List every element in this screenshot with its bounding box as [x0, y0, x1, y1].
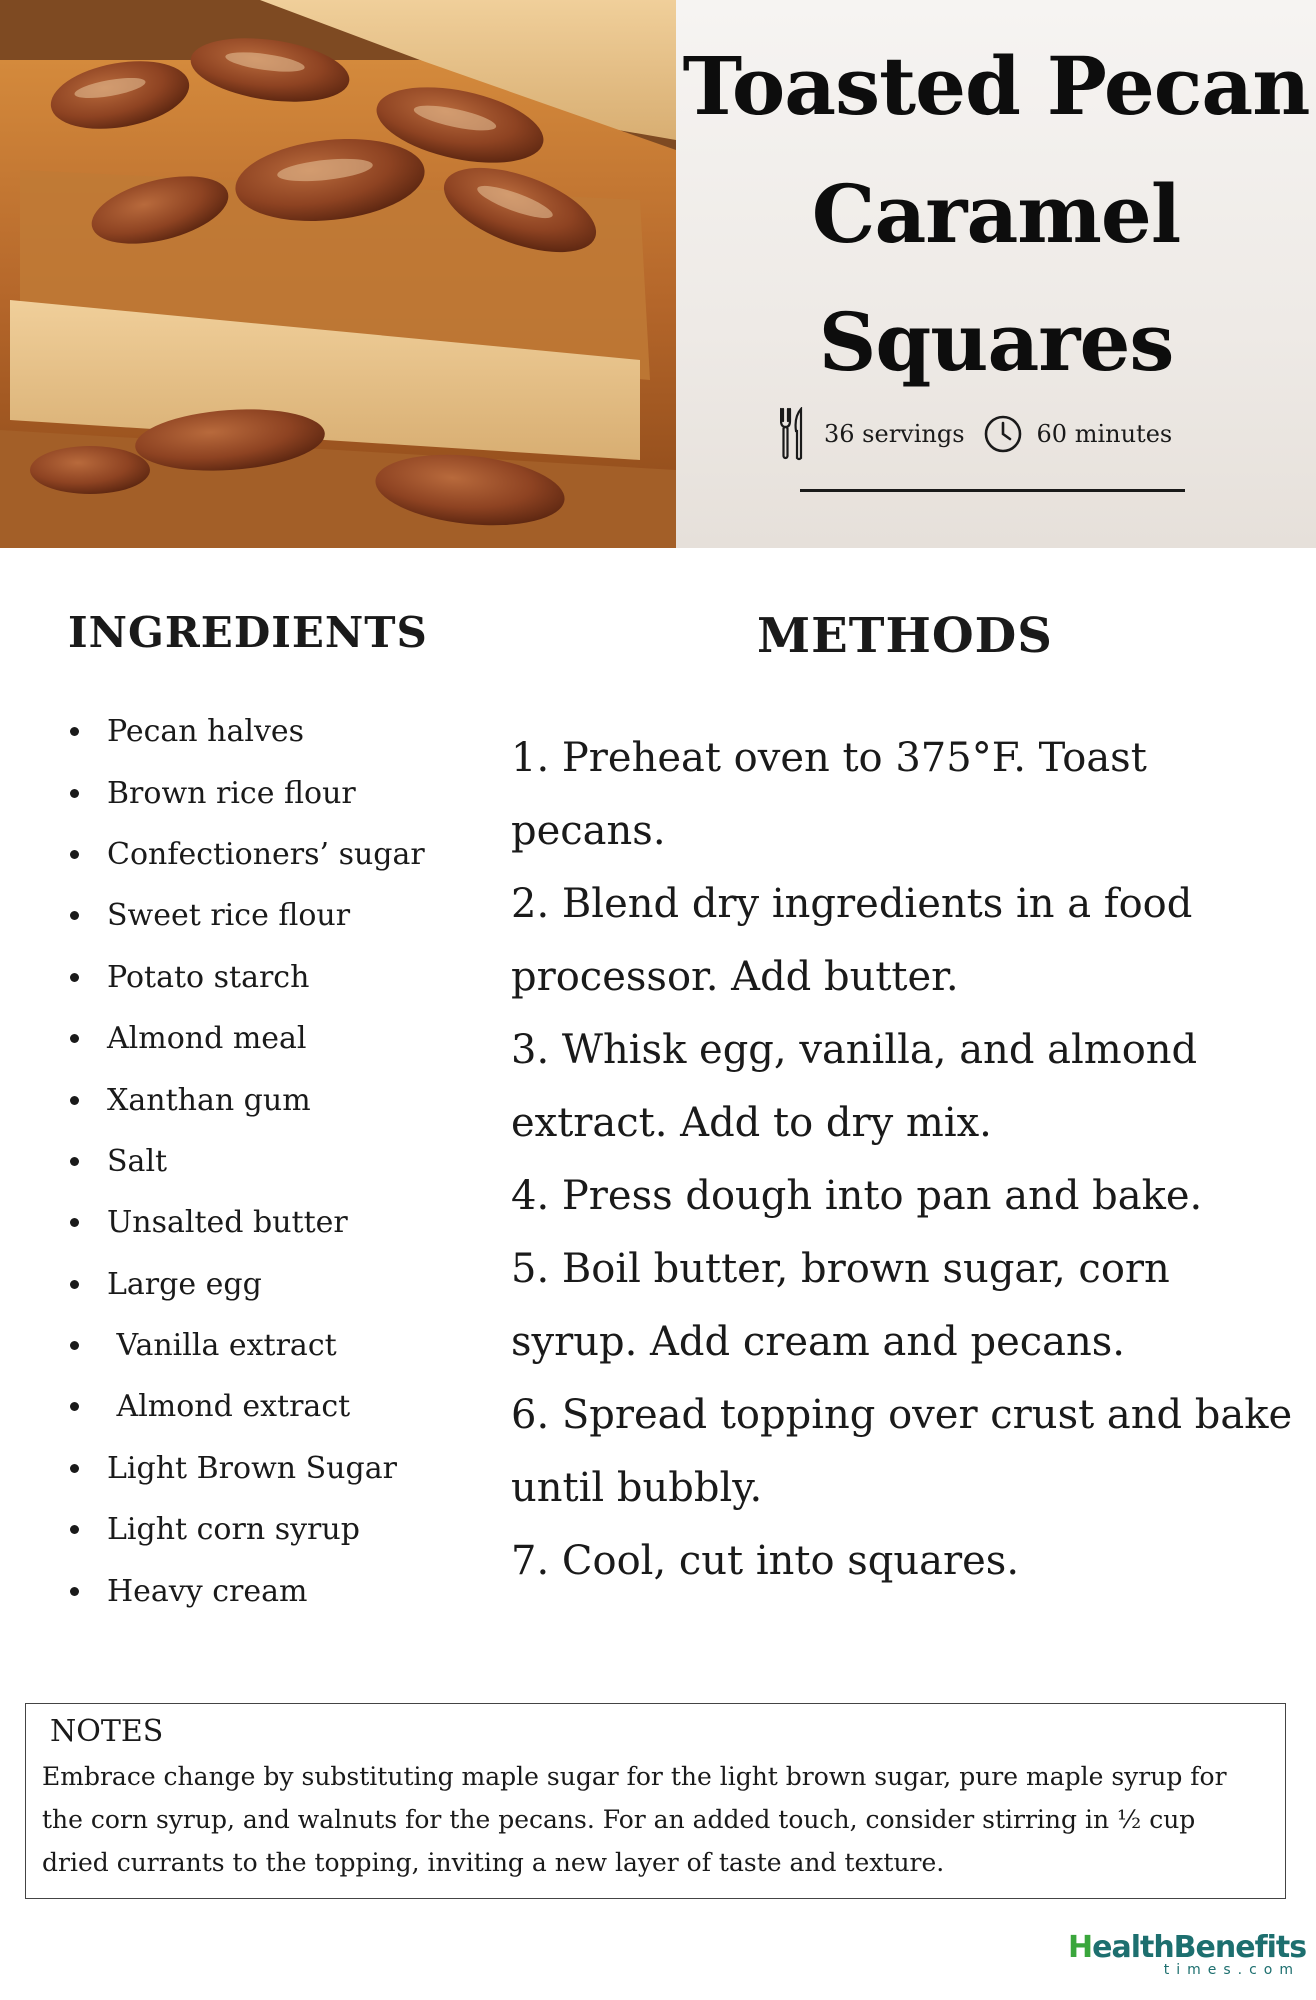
list-item — [68, 1192, 425, 1253]
ingredient-label: Unsalted butter — [107, 1205, 348, 1241]
ingredient-label: Large egg — [107, 1266, 262, 1302]
recipe-title-line-2: Caramel — [811, 167, 1181, 261]
list-item — [68, 1008, 425, 1069]
bullet — [70, 850, 79, 859]
fork-knife-icon — [780, 407, 806, 461]
ingredients-heading: INGREDIENTS — [68, 608, 428, 657]
methods-list — [511, 722, 1311, 1598]
list-item — [68, 885, 425, 946]
brand-logo[interactable] — [1068, 1930, 1307, 1992]
ingredient-label: Confectioners’ sugar — [107, 836, 425, 872]
ingredient-label: Brown rice flour — [107, 775, 356, 811]
list-item — [68, 1254, 425, 1315]
notes-heading: NOTES — [50, 1714, 164, 1749]
list-item — [68, 1315, 425, 1376]
methods-heading: METHODS — [757, 608, 1053, 664]
bullet — [70, 1157, 79, 1166]
method-line: 5. Boil butter, brown sugar, corn — [511, 1246, 1170, 1292]
method-line: 7. Cool, cut into squares. — [511, 1538, 1020, 1584]
method-line: processor. Add butter. — [511, 954, 959, 1000]
title-divider — [800, 489, 1185, 492]
ingredient-label: Light Brown Sugar — [107, 1450, 397, 1486]
list-item — [68, 1560, 425, 1621]
method-line: 3. Whisk egg, vanilla, and almond — [511, 1027, 1198, 1073]
list-item — [68, 762, 425, 823]
ingredient-label: Vanilla extract — [107, 1328, 337, 1364]
bullet — [70, 1096, 79, 1105]
time-text: 60 minutes — [1036, 420, 1173, 448]
recipe-title-line-1: Toasted Pecan — [682, 39, 1310, 133]
bullet — [70, 1218, 79, 1227]
bullet — [70, 789, 79, 798]
bullet — [70, 727, 79, 736]
bullet — [70, 1525, 79, 1534]
notes-box — [25, 1703, 1286, 1899]
method-line: syrup. Add cream and pecans. — [511, 1319, 1126, 1365]
servings-text: 36 servings — [824, 420, 965, 448]
bullet — [70, 911, 79, 920]
logo-subtext: times.com — [1163, 1962, 1300, 1978]
ingredient-label: Potato starch — [107, 959, 310, 995]
ingredient-label: Sweet rice flour — [107, 898, 351, 934]
ingredient-label: Salt — [107, 1143, 168, 1179]
notes-body: Embrace change by substituting maple sugar for the light brown sugar, pure maple syrup for the corn syrup, and walnuts for the pecans. For an added touch, consider stirring in ½ cup dried currants to the topping, inviting a new layer of taste and texture. — [42, 1762, 1227, 1877]
logo-initial: H — [1068, 1930, 1093, 1965]
method-line: extract. Add to dry mix. — [511, 1100, 992, 1146]
hero-photo — [0, 0, 676, 548]
bullet — [70, 1341, 79, 1350]
bullet — [70, 1587, 79, 1596]
recipe-title — [676, 22, 1316, 406]
ingredient-label: Xanthan gum — [107, 1082, 311, 1118]
recipe-meta — [780, 406, 1172, 462]
list-item — [68, 1376, 425, 1437]
method-line: until bubbly. — [511, 1465, 763, 1511]
ingredient-label: Almond extract — [107, 1389, 351, 1425]
bullet — [70, 973, 79, 982]
list-item — [68, 1069, 425, 1130]
logo-word-rest: ealthBenefits — [1092, 1930, 1307, 1965]
ingredients-list — [68, 701, 425, 1622]
list-item — [68, 947, 425, 1008]
method-line: 1. Preheat oven to 375°F. Toast pecans. — [511, 735, 1147, 854]
clock-icon — [983, 414, 1023, 454]
bullet — [70, 1464, 79, 1473]
method-line: 6. Spread topping over crust and bake — [511, 1392, 1293, 1438]
list-item — [68, 1131, 425, 1192]
ingredient-label: Pecan halves — [107, 714, 305, 750]
logo-wordmark — [1068, 1930, 1307, 1965]
list-item — [68, 1438, 425, 1499]
ingredient-label: Light corn syrup — [107, 1512, 360, 1548]
bullet — [70, 1280, 79, 1289]
list-item — [68, 1499, 425, 1560]
method-line: 4. Press dough into pan and bake. — [511, 1173, 1203, 1219]
bullet — [70, 1402, 79, 1411]
bullet — [70, 1034, 79, 1043]
list-item — [68, 824, 425, 885]
method-line: 2. Blend dry ingredients in a food — [511, 881, 1193, 927]
list-item — [68, 701, 425, 762]
ingredient-label: Heavy cream — [107, 1573, 308, 1609]
ingredient-label: Almond meal — [107, 1021, 307, 1057]
recipe-title-line-3: Squares — [818, 295, 1174, 389]
